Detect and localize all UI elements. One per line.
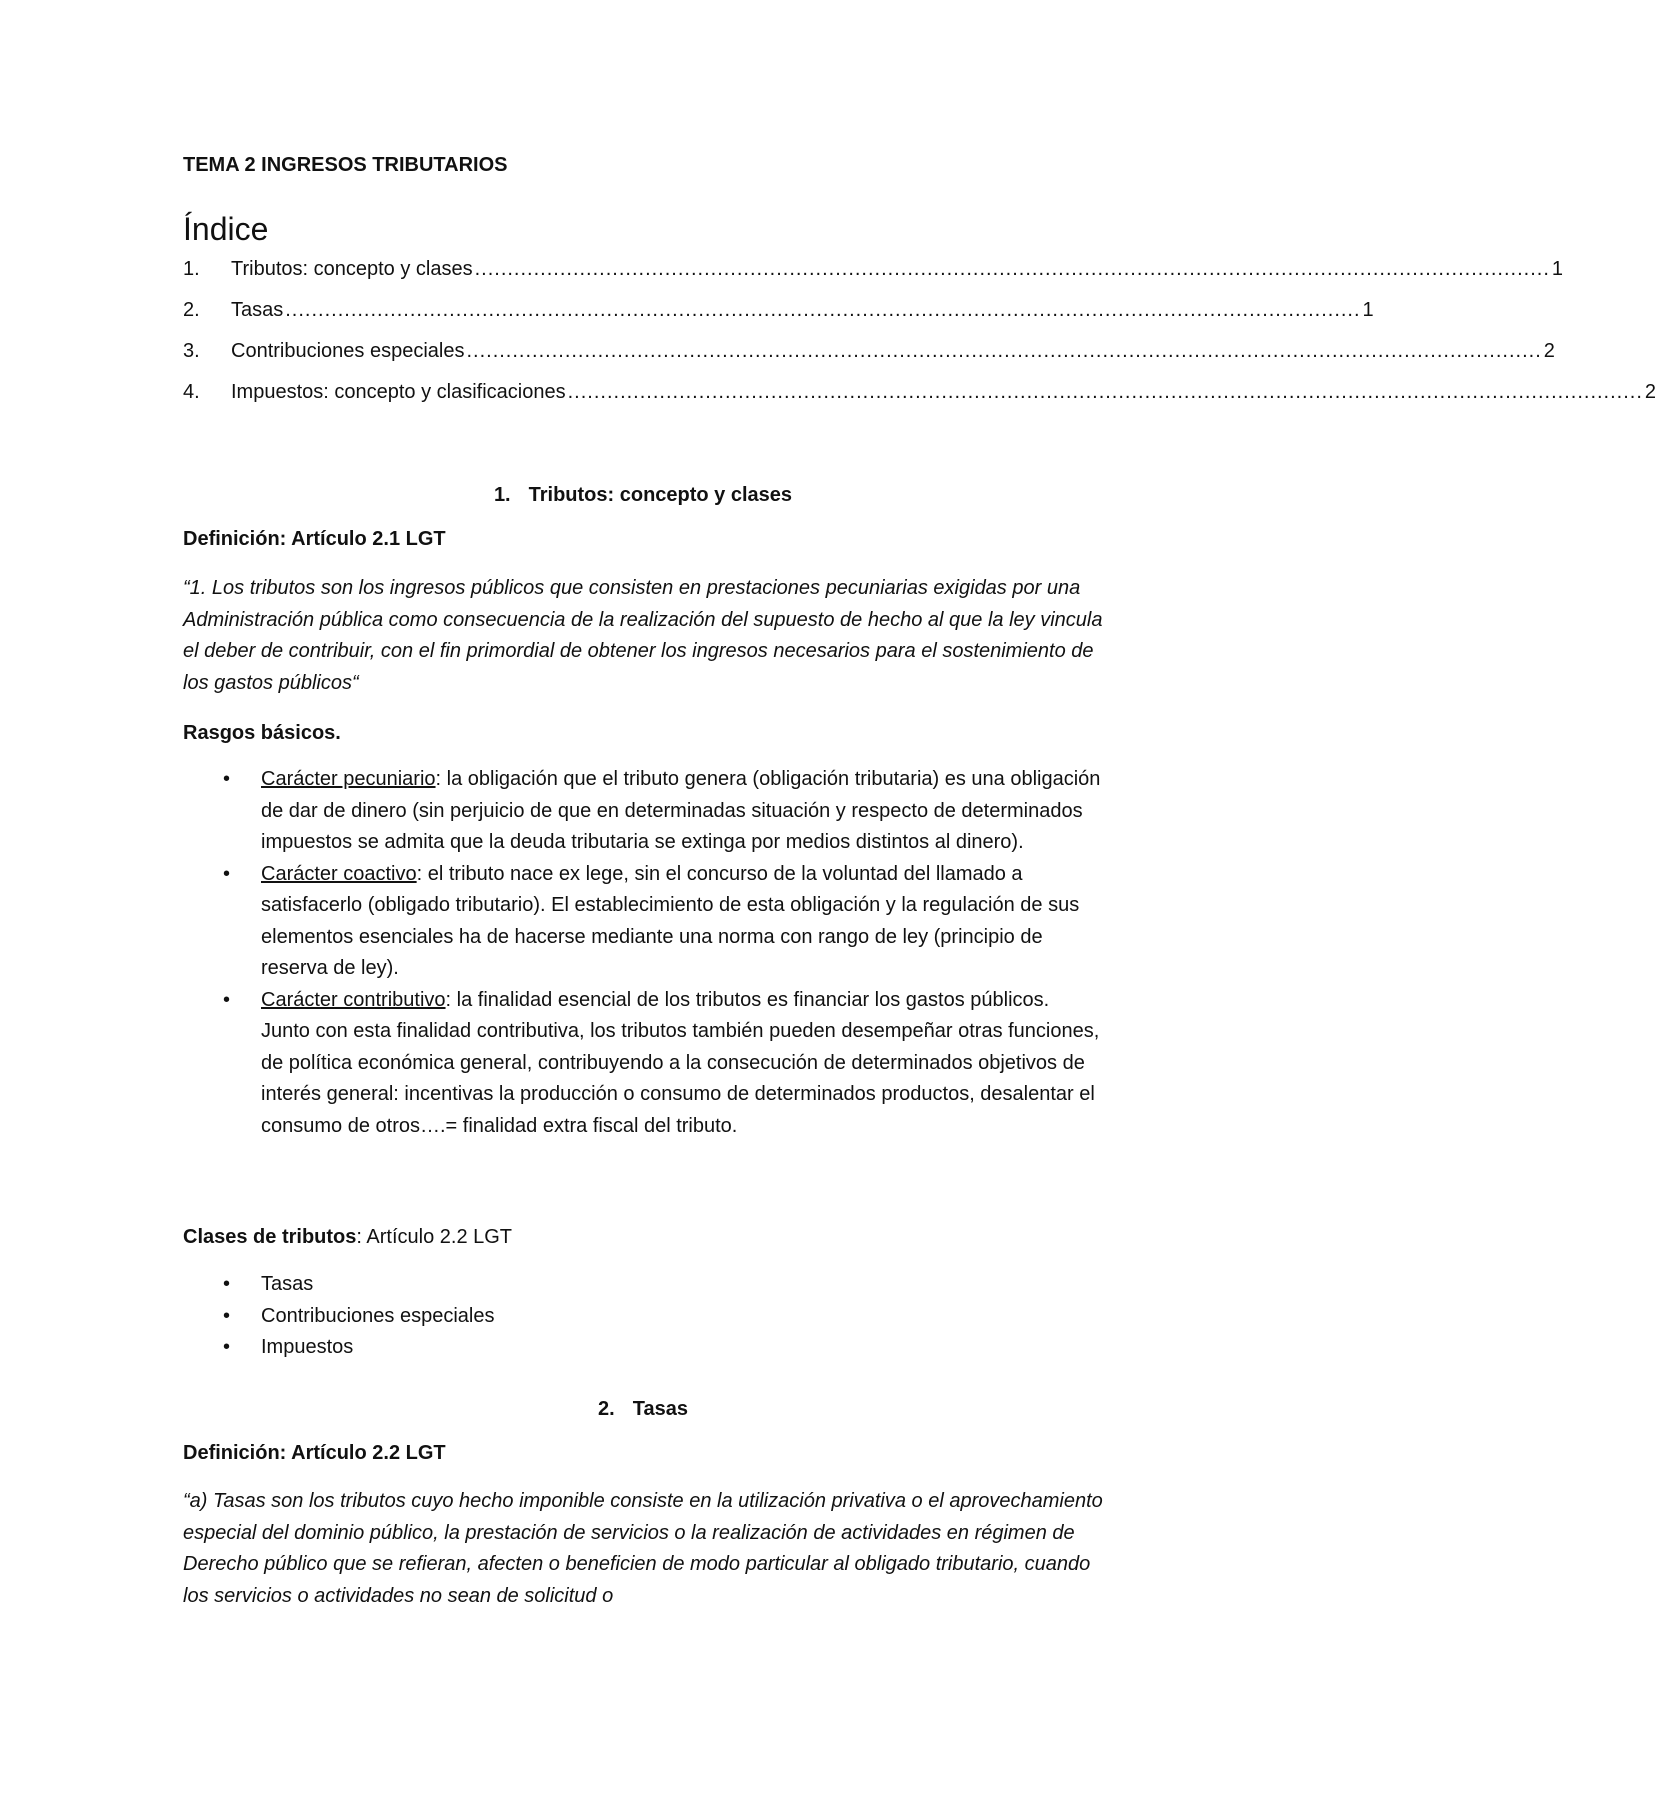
section-2-number: 2. [598,1398,615,1420]
toc-entry-label: Contribuciones especiales [231,340,465,362]
toc-entry[interactable] [183,381,1656,422]
classes-heading-bold: Clases de tributos [183,1226,357,1248]
toc-entry-label: Impuestos: concepto y clasificaciones [231,381,566,403]
classes-heading [183,1226,512,1249]
list-item [183,859,1103,985]
class-item: Tasas [261,1273,314,1295]
bullet-icon: • [223,1304,231,1327]
feature-term: Carácter contributivo [261,988,446,1011]
class-item: Impuestos [261,1336,354,1358]
features-list [183,764,1103,1142]
bullet-icon: • [223,862,231,885]
list-item [183,764,1103,859]
toc-entry-number: 2. [183,299,200,321]
toc-entry-page: 2 [1543,340,1555,362]
toc-entry-number: 4. [183,381,200,403]
toc-entry-label: Tasas [231,299,284,321]
list-item [183,1269,1103,1301]
section-2-definition-heading: Definición: Artículo 2.2 LGT [183,1442,446,1464]
features-heading: Rasgos básicos. [183,722,341,744]
section-2-heading [183,1398,1103,1421]
toc-leader-dots: .................................................................................................................................................................... [474,258,1550,280]
toc-entry-number: 3. [183,340,200,362]
classes-list [183,1269,1103,1364]
list-item [183,1332,1103,1364]
feature-term: Carácter coactivo [261,862,417,885]
index-heading: Índice [183,211,269,247]
toc-entry-number: 1. [183,258,200,280]
document-title: TEMA 2 INGRESOS TRIBUTARIOS [183,154,508,176]
section-1-heading [183,484,1103,507]
feature-text: : el tributo nace ex lege, sin el concurso de la voluntad del llamado a satisfacerlo (obligado tributario). El establecimiento de esta obligación y la regulación de sus elementos esenciales ha de hacerse mediante una norma con rango de ley (principio de reserva de ley). [261,862,1080,979]
section-1-definition-quote: “1. Los tributos son los ingresos públicos que consisten en prestaciones pecuniarias exigidas por una Administración pública como consecuencia de la realización del supuesto de hecho al que la ley vincula el deber de contribuir, con el fin primordial de obtener los ingresos necesarios para el sostenimiento de los gastos públicos“ [183,577,1103,694]
class-item: Contribuciones especiales [261,1304,495,1327]
toc-entry[interactable] [183,340,1555,381]
toc-entry-page: 1 [1362,299,1374,321]
toc-entry-page: 2 [1644,381,1656,403]
bullet-icon: • [223,768,231,790]
toc-leader-dots: .................................................................................................................................................................... [466,340,1542,362]
bullet-icon: • [223,1273,231,1295]
toc-entry-label: Tributos: concepto y clases [231,258,473,280]
bullet-icon: • [223,1336,231,1358]
list-item [183,985,1103,1143]
toc-entry-page: 1 [1551,258,1564,280]
feature-text: : la finalidad esencial de los tributos es financiar los gastos públicos. Junto con esta finalidad contributiva, los tributos también pueden desempeñar otras funciones, de política económica general, contribuyendo a la consecución de determinados objetivos de interés general: incentivas la producción o consumo de determinados productos, desalentar el consumo de otros….= finalidad extra fiscal del tributo. [261,988,1100,1137]
table-of-contents [183,258,1656,422]
feature-term: Carácter pecuniario [261,768,436,790]
list-item [183,1301,1103,1333]
feature-text: : la obligación que el tributo genera (obligación tributaria) es una obligación de dar de dinero (sin perjuicio de que en determinadas situación y respecto de determinados impuestos se admita que la deuda tributaria se extinga por medios distintos al dinero). [261,768,1101,853]
toc-entry[interactable] [183,258,1564,299]
toc-entry[interactable] [183,299,1374,340]
toc-leader-dots: .................................................................................................................................................................... [567,381,1643,403]
classes-heading-rest: : Artículo 2.2 LGT [356,1226,513,1248]
section-2-title: Tasas [632,1398,688,1420]
section-1-number: 1. [493,484,511,506]
section-1-definition-heading: Definición: Artículo 2.1 LGT [183,528,446,550]
bullet-icon: • [223,988,231,1011]
toc-leader-dots: .................................................................................................................................................................... [285,299,1361,321]
section-2-definition-quote: “a) Tasas son los tributos cuyo hecho imponible consiste en la utilización privativa o el aprovechamiento especial del dominio público, la prestación de servicios o la realización de actividades en régimen de Derecho público que se refieran, afecten o beneficien de modo particular al obligado tributario, cuando los servicios o actividades no sean de solicitud o [183,1490,1103,1607]
section-1-title: Tributos: concepto y clases [528,484,793,506]
